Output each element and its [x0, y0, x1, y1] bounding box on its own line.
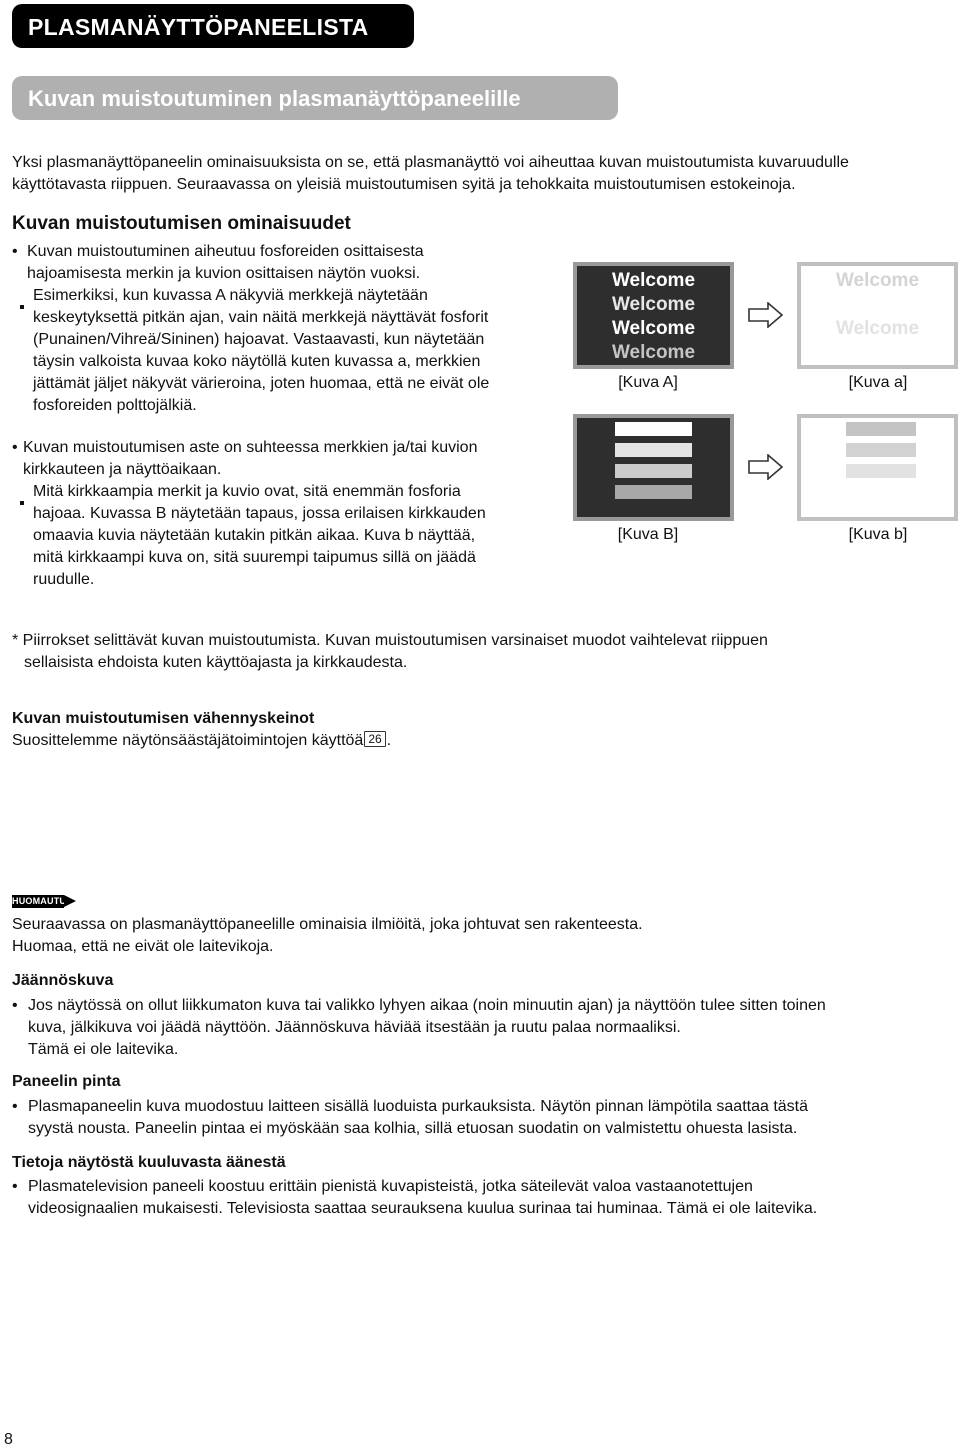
- reduction-text: [12, 730, 391, 752]
- welcome-text: Welcome: [611, 342, 696, 363]
- intro-line: käyttötavasta riippuen. Seuraavassa on yleisiä muistoutumisen syitä ja tehokkaita muistoutumisen estokeinoja.: [12, 176, 796, 193]
- brightness-bar: [615, 464, 692, 478]
- list-line: omaavia kuvia näytetään kutakin pitkän aikaa. Kuva b näyttää,: [33, 527, 476, 544]
- square-bullet-icon: [20, 490, 24, 512]
- caption-kuva-A: [Kuva A]: [618, 374, 678, 391]
- reduction-end: .: [386, 732, 392, 749]
- bullet-icon: •: [12, 1178, 18, 1195]
- page-title: PLASMANÄYTTÖPANEELISTA: [12, 4, 414, 48]
- footnote-line: sellaisista ehdoista kuten käyttöajasta ja kirkkaudesta.: [24, 654, 408, 671]
- list-line: mitä kirkkaampi kuva on, sitä suurempi taipumus sillä on jäädä: [33, 549, 476, 566]
- list-line: (Punainen/Vihreä/Sininen) hajoavat. Vastaavasti, kun näytetään: [33, 331, 485, 348]
- note-text: [12, 914, 957, 958]
- ghost-bar: [846, 443, 916, 457]
- list-line: keskeytyksettä pitkän ajan, vain näitä merkkejä näyttävät fosforit: [33, 309, 489, 326]
- list-line: Jos näytössä on ollut liikkumaton kuva tai valikko lyhyen aikaa (noin minuutin ajan) ja näyttöön tulee sitten toinen: [28, 997, 826, 1014]
- list-item: [12, 241, 567, 285]
- list-line: kuva, jälkikuva voi jäädä näyttöön. Jäännöskuva häviää itsestään ja ruutu palaa normaaliksi.: [28, 1019, 681, 1036]
- list-line: Mitä kirkkaampia merkit ja kuvio ovat, sitä enemmän fosforia: [33, 483, 461, 500]
- ghost-bar: [846, 422, 916, 436]
- footnote: [12, 630, 957, 674]
- note-badge: HUOMAUTUS: [12, 896, 73, 906]
- bullet-icon: •: [12, 243, 18, 260]
- list-line: täysin valkoista kuvaa koko näytöllä kuten kuvassa a, merkkien: [33, 353, 481, 370]
- page-reference-link[interactable]: 26: [364, 731, 385, 747]
- arrow-right-icon: [748, 302, 784, 328]
- figure-b-ghost-screen: [797, 414, 958, 521]
- brightness-bar: [615, 422, 692, 436]
- figure-a-ghost-screen: [797, 262, 958, 369]
- list-line: Tämä ei ole laitevika.: [28, 1041, 179, 1058]
- arrow-right-icon: [748, 454, 784, 480]
- figure-b-screen: [573, 414, 734, 521]
- bullet-icon: •: [12, 997, 18, 1014]
- list-item: [12, 995, 957, 1061]
- list-line: Kuvan muistoutuminen aiheutuu fosforeiden osittaisesta: [27, 243, 424, 260]
- ghost-welcome-text: Welcome: [835, 318, 920, 339]
- reduction-sentence: Suosittelemme näytönsäästäjätoimintojen käyttöä: [12, 732, 364, 749]
- note-arrow-icon: [64, 895, 76, 907]
- reduction-heading: Kuvan muistoutumisen vähennyskeinot: [12, 710, 315, 727]
- bullet-icon: •: [12, 439, 18, 456]
- caption-kuva-B: [Kuva B]: [617, 526, 679, 543]
- page-number: 8: [4, 1431, 13, 1448]
- ghost-welcome-text: Welcome: [835, 342, 920, 363]
- sub-list-item: [20, 481, 565, 591]
- ghost-welcome-text: Welcome: [835, 294, 920, 315]
- figure-a-screen: [573, 262, 734, 369]
- list-line: Esimerkiksi, kun kuvassa A näkyviä merkkejä näytetään: [33, 287, 428, 304]
- note-line: Seuraavassa on plasmanäyttöpaneelille ominaisia ilmiöitä, joka johtuvat sen rakenteesta.: [12, 916, 643, 933]
- caption-kuva-b: [Kuva b]: [848, 526, 908, 543]
- list-line: hajoaa. Kuvassa B näytetään tapaus, jossa erilaisen kirkkauden: [33, 505, 486, 522]
- list-line: videosignaalien mukaisesti. Televisiosta saattaa seurauksena kuulua surinaa tai huminaa. Tämä ei ole laitevika.: [28, 1200, 818, 1217]
- welcome-text: Welcome: [611, 318, 696, 339]
- ghost-welcome-text: Welcome: [835, 270, 920, 291]
- ghost-bar: [846, 464, 916, 478]
- panel-surface-heading: Paneelin pinta: [12, 1073, 121, 1090]
- section-title: Kuvan muistoutuminen plasmanäyttöpaneelille: [12, 76, 618, 120]
- caption-kuva-a: [Kuva a]: [848, 374, 908, 391]
- list-line: Kuvan muistoutumisen aste on suhteessa merkkien ja/tai kuvion: [23, 439, 478, 456]
- list-line: Plasmatelevision paneeli koostuu erittäin pienistä kuvapisteistä, jotka säteilevät valoa vastaanotettujen: [28, 1178, 753, 1195]
- list-item: [12, 1096, 957, 1140]
- list-line: kirkkauteen ja näyttöaikaan.: [23, 461, 222, 478]
- intro-line: Yksi plasmanäyttöpaneelin ominaisuuksista on se, että plasmanäyttö voi aiheuttaa kuvan muistoutumista kuvaruudulle: [12, 154, 849, 171]
- list-line: Plasmapaneelin kuva muodostuu laitteen sisällä luoduista purkauksista. Näytön pinnan lämpötila saattaa tästä: [28, 1098, 809, 1115]
- sound-heading: Tietoja näytöstä kuuluvasta äänestä: [12, 1154, 286, 1171]
- note-line: Huomaa, että ne eivät ole laitevikoja.: [12, 938, 274, 955]
- bullet-icon: •: [12, 1098, 18, 1115]
- brightness-bar: [615, 443, 692, 457]
- intro-paragraph: [12, 152, 957, 196]
- list-line: syystä nousta. Paneelin pintaa ei myöskään saa kolhia, sillä etuosan suodatin on valmistettu ohuesta lasista.: [28, 1120, 798, 1137]
- square-bullet-icon: [20, 294, 24, 316]
- list-line: ruudulle.: [33, 571, 95, 588]
- welcome-text: Welcome: [611, 294, 696, 315]
- welcome-text: Welcome: [611, 270, 696, 291]
- sub-list-item: [20, 285, 565, 417]
- list-line: hajoamisesta merkin ja kuvion osittaisen näytön vuoksi.: [27, 265, 421, 282]
- afterimage-heading: Jäännöskuva: [12, 972, 114, 989]
- list-item: [12, 1176, 957, 1220]
- brightness-bar: [615, 485, 692, 499]
- list-line: jättämät jäljet näkyvät värieroina, joten huomaa, että ne eivät ole: [33, 375, 490, 392]
- list-item: [12, 437, 567, 481]
- list-line: fosforeiden polttojälkiä.: [33, 397, 197, 414]
- footnote-line: * Piirrokset selittävät kuvan muistoutumista. Kuvan muistoutumisen varsinaiset muodot vaihtelevat riippuen: [12, 632, 768, 649]
- features-heading: Kuvan muistoutumisen ominaisuudet: [12, 213, 351, 234]
